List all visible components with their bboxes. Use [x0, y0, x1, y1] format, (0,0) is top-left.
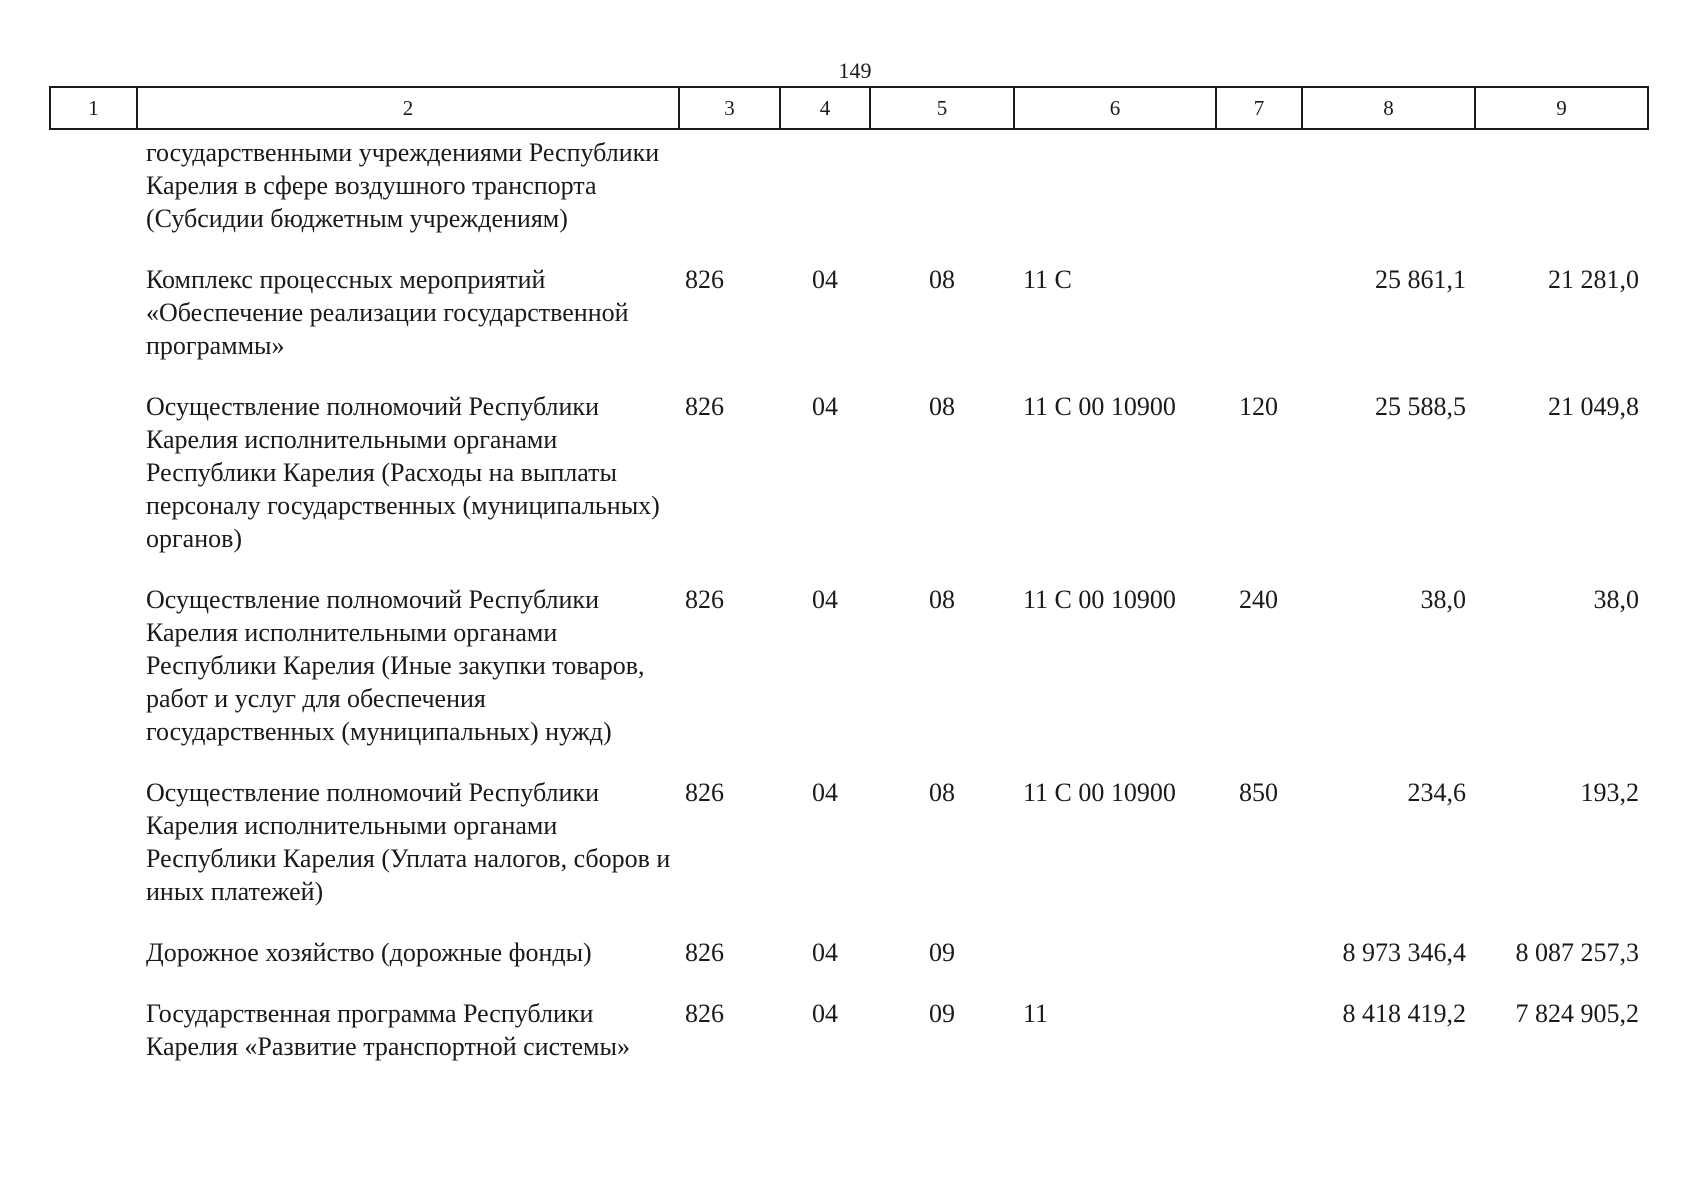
row-description: Осуществление полномочий Республики Карелия исполнительными органами Республики Карелия (Иные закупки товаров, работ и услуг для обеспечения государственных (муниципальных) нужд) [146, 585, 645, 746]
table-row [50, 983, 1648, 1077]
row-csr: 11 С 00 10900 [1023, 778, 1176, 807]
row-index-cell [50, 249, 137, 376]
column-header-8: 8 [1302, 87, 1475, 129]
table-header [50, 87, 1648, 129]
row-vr: 850 [1239, 778, 1278, 807]
column-header-3: 3 [679, 87, 780, 129]
row-sum1: 25 588,5 [1375, 392, 1466, 421]
column-header-4: 4 [780, 87, 870, 129]
row-sum1: 234,6 [1407, 778, 1466, 807]
row-description: Осуществление полномочий Республики Карелия исполнительными органами Республики Карелия (Расходы на выплаты персоналу государственных (муниципальных) органов) [146, 392, 660, 553]
row-description: государственными учреждениями Республики Карелия в сфере воздушного транспорта (Субсидии бюджетным учреждениям) [146, 138, 660, 233]
row-rz: 04 [812, 265, 838, 294]
row-csr: 11 С 00 10900 [1023, 392, 1176, 421]
row-rz: 04 [812, 392, 838, 421]
row-csr [1014, 922, 1216, 983]
table-body [50, 129, 1648, 1077]
row-description: Осуществление полномочий Республики Карелия исполнительными органами Республики Карелия (Уплата налогов, сборов и иных платежей) [146, 778, 671, 906]
row-vr [1216, 249, 1302, 376]
row-sum1: 25 861,1 [1375, 265, 1466, 294]
header-row [50, 87, 1648, 129]
row-pr: 08 [929, 265, 955, 294]
row-gr: 826 [685, 999, 724, 1028]
table-row [50, 762, 1648, 922]
page-number: 149 [838, 58, 872, 83]
row-gr: 826 [685, 265, 724, 294]
row-index-cell [50, 983, 137, 1077]
row-gr: 826 [685, 938, 724, 967]
row-index-cell [50, 376, 137, 569]
row-csr [1014, 129, 1216, 249]
row-gr: 826 [685, 778, 724, 807]
row-sum2: 21 281,0 [1548, 265, 1639, 294]
column-header-5: 5 [870, 87, 1014, 129]
row-rz: 04 [812, 999, 838, 1028]
row-sum1: 8 418 419,2 [1342, 999, 1466, 1028]
row-index-cell [50, 129, 137, 249]
row-pr: 09 [929, 938, 955, 967]
row-index-cell [50, 922, 137, 983]
column-header-6: 6 [1014, 87, 1216, 129]
row-rz: 04 [812, 585, 838, 614]
table-row [50, 569, 1648, 762]
column-header-2: 2 [137, 87, 679, 129]
row-pr: 09 [929, 999, 955, 1028]
row-vr [1216, 922, 1302, 983]
column-header-1: 1 [50, 87, 137, 129]
row-pr: 08 [929, 392, 955, 421]
row-description: Государственная программа Республики Карелия «Развитие транспортной системы» [146, 999, 630, 1061]
table-row [50, 922, 1648, 983]
row-rz [780, 129, 870, 249]
row-sum2: 8 087 257,3 [1515, 938, 1639, 967]
row-csr: 11 [1023, 999, 1049, 1028]
table-row [50, 249, 1648, 376]
row-pr: 08 [929, 778, 955, 807]
column-header-7: 7 [1216, 87, 1302, 129]
row-sum2: 38,0 [1593, 585, 1639, 614]
row-sum2: 21 049,8 [1548, 392, 1639, 421]
column-header-9: 9 [1475, 87, 1648, 129]
row-sum1 [1302, 129, 1475, 249]
row-description: Комплекс процессных мероприятий «Обеспечение реализации государственной программы» [146, 265, 629, 360]
row-pr [870, 129, 1014, 249]
table-row [50, 376, 1648, 569]
row-sum1: 8 973 346,4 [1342, 938, 1466, 967]
row-index-cell [50, 762, 137, 922]
row-pr: 08 [929, 585, 955, 614]
row-gr [679, 129, 780, 249]
row-vr: 240 [1239, 585, 1278, 614]
row-vr [1216, 983, 1302, 1077]
row-vr: 120 [1239, 392, 1278, 421]
row-description: Дорожное хозяйство (дорожные фонды) [146, 938, 592, 967]
row-index-cell [50, 569, 137, 762]
row-sum2: 7 824 905,2 [1515, 999, 1639, 1028]
budget-table [49, 86, 1649, 1077]
row-sum1: 38,0 [1420, 585, 1466, 614]
row-csr: 11 С [1023, 265, 1072, 294]
table-row [50, 129, 1648, 249]
row-gr: 826 [685, 585, 724, 614]
row-csr: 11 С 00 10900 [1023, 585, 1176, 614]
row-sum2: 193,2 [1580, 778, 1639, 807]
row-gr: 826 [685, 392, 724, 421]
row-rz: 04 [812, 938, 838, 967]
row-rz: 04 [812, 778, 838, 807]
row-vr [1216, 129, 1302, 249]
row-sum2 [1475, 129, 1648, 249]
